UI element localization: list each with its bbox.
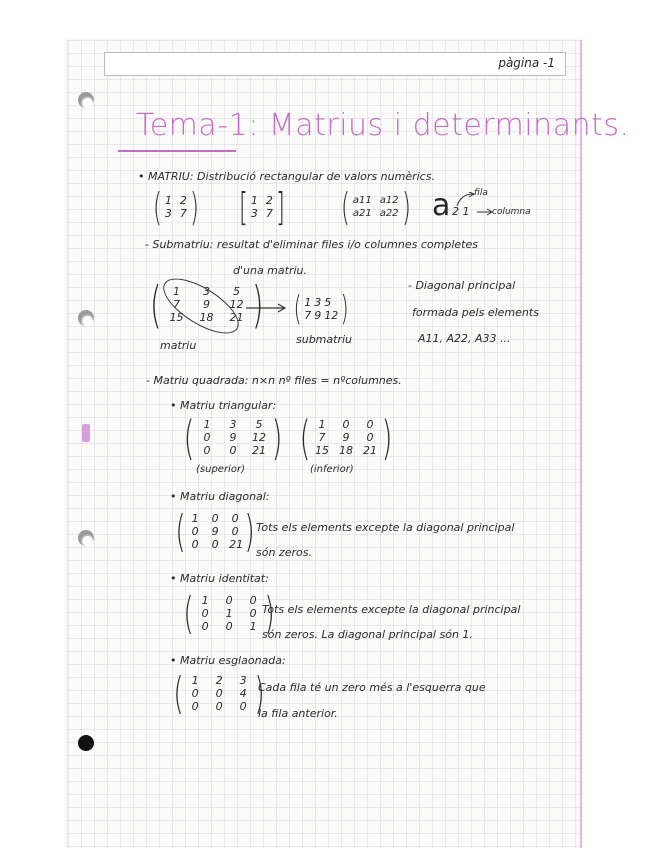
matrix-cell: 12 bbox=[229, 298, 244, 311]
matrix-cell: 7 bbox=[265, 207, 273, 220]
matrix-cell: 9 bbox=[203, 298, 211, 311]
matrix-cell: a11 bbox=[352, 195, 372, 206]
matrix-cell: 3 bbox=[203, 285, 211, 298]
page-title: Tema-1: Matrius i determinants. bbox=[136, 108, 630, 143]
page-header bbox=[104, 52, 566, 76]
matrix-cell: a12 bbox=[379, 195, 399, 206]
matrix-cell: 21 bbox=[362, 444, 377, 457]
diagonal-title: - Diagonal principal bbox=[408, 279, 516, 292]
matrix-cell: 3 bbox=[250, 207, 258, 220]
matrix-cell: 1 bbox=[201, 594, 209, 607]
margin-line bbox=[580, 40, 582, 848]
fila-label: fila bbox=[474, 188, 488, 198]
matrix-grid bbox=[189, 512, 244, 551]
columna-label: columna bbox=[492, 207, 531, 217]
matrix-cell: 0 bbox=[191, 687, 199, 700]
diagonal-text2: són zeros. bbox=[256, 546, 312, 559]
matrix-cell: 1 bbox=[164, 194, 172, 207]
matrix-cell: 1 bbox=[191, 674, 199, 687]
submatriu-line1: - Submatriu: resultat d'eliminar files i/o columnes completes bbox=[145, 238, 478, 251]
diagonal-matrix-label: • Matriu diagonal: bbox=[170, 490, 270, 503]
matrix-cell: 9 bbox=[342, 431, 350, 444]
matrix-cell: 1 bbox=[173, 285, 181, 298]
matrix-cell: 3 bbox=[164, 207, 172, 220]
matrix-cell: 0 bbox=[366, 431, 374, 444]
esglaonada-text1: Cada fila té un zero més a l'esquerra que bbox=[258, 681, 486, 694]
matrix-cell: 1 bbox=[191, 512, 199, 525]
matrix-cell: 0 bbox=[211, 512, 219, 525]
matrix-cell: 0 bbox=[203, 431, 211, 444]
matrix-cell: 18 bbox=[199, 311, 214, 324]
matrix-cell: 1 bbox=[250, 194, 258, 207]
matrix-paren: ( 1 2 3 7 ) bbox=[152, 185, 199, 229]
matrix-cell: 0 bbox=[229, 444, 237, 457]
matriu-caption: matriu bbox=[160, 339, 197, 352]
side-tag bbox=[82, 424, 90, 442]
index-arrows bbox=[455, 192, 495, 218]
identitat-matrix: ( 1 0 0 0 1 0 0 0 1 ) bbox=[183, 587, 275, 639]
matrix-cell: 1 bbox=[318, 418, 326, 431]
matrix-cell: 0 bbox=[191, 538, 199, 551]
matrix-cell: 0 bbox=[249, 607, 257, 620]
matrix-cell: 0 bbox=[211, 538, 219, 551]
matrix-cell: 0 bbox=[201, 607, 209, 620]
matrix-cell: 5 bbox=[324, 296, 332, 309]
matrix-grid bbox=[314, 418, 378, 457]
diagonal-text1: Tots els elements excepte la diagonal principal bbox=[256, 521, 515, 534]
identitat-text1: Tots els elements excepte la diagonal principal bbox=[262, 603, 521, 616]
matrix-cell: 0 bbox=[239, 700, 247, 713]
submatriu-line2: d'una matriu. bbox=[233, 264, 308, 277]
matrix-cell: 2 bbox=[179, 194, 187, 207]
matrix-cell: 9 bbox=[211, 525, 219, 538]
matrix-cell: 4 bbox=[239, 687, 247, 700]
matrix-grid bbox=[353, 194, 399, 220]
identitat-text2: són zeros. La diagonal principal són 1. bbox=[262, 628, 473, 641]
matrix-general: ( a11 a12 a21 a22 ) bbox=[340, 185, 411, 229]
quadrada-heading: - Matriu quadrada: n×n nº files = nºcolumnes. bbox=[146, 374, 402, 387]
submatriu-source-matrix: ( 1 3 5 7 9 12 15 18 21 ) bbox=[149, 275, 264, 334]
punch-hole bbox=[78, 310, 94, 326]
matrix-grid bbox=[304, 296, 338, 322]
esglaonada-matrix: ( 1 2 3 0 0 4 0 0 0 ) bbox=[173, 667, 265, 719]
esglaonada-text2: la fila anterior. bbox=[258, 707, 338, 720]
matrix-grid bbox=[197, 594, 261, 633]
matrix-cell: 7 bbox=[318, 431, 326, 444]
superior-label: (superior) bbox=[196, 464, 245, 475]
matrix-cell: 21 bbox=[251, 444, 266, 457]
matrix-grid bbox=[187, 674, 251, 713]
matrix-cell: 21 bbox=[229, 311, 244, 324]
matrix-cell: 12 bbox=[324, 309, 339, 322]
triangular-superior-matrix: ( 1 3 5 0 9 12 0 0 21 ) bbox=[183, 410, 283, 465]
triangular-label: • Matriu triangular: bbox=[170, 399, 277, 412]
matrix-cell: 2 bbox=[265, 194, 273, 207]
matrix-cell: a21 bbox=[352, 208, 372, 219]
matrix-cell: 15 bbox=[169, 311, 184, 324]
element-index: 2 1 bbox=[452, 205, 470, 218]
matrix-cell: 0 bbox=[231, 512, 239, 525]
matrix-cell: 21 bbox=[229, 538, 244, 551]
matrix-cell: 5 bbox=[233, 285, 241, 298]
diagonal-desc: formada pels elements bbox=[412, 306, 539, 319]
element-symbol: a bbox=[432, 188, 451, 223]
page-number: pàgina -1 bbox=[498, 56, 555, 70]
triangular-inferior-matrix: ( 1 0 0 7 9 0 15 18 21 ) bbox=[299, 410, 393, 465]
matrix-cell: 1 bbox=[249, 620, 257, 633]
matrix-cell: 0 bbox=[215, 700, 223, 713]
matrix-grid bbox=[251, 194, 273, 220]
matrix-cell: 3 bbox=[239, 674, 247, 687]
matrix-cell: 0 bbox=[225, 620, 233, 633]
matrix-cell: 12 bbox=[251, 431, 266, 444]
matrix-cell: a22 bbox=[379, 208, 399, 219]
arrow-icon bbox=[246, 302, 288, 314]
diagonal-elements: A11, A22, A33 ... bbox=[418, 332, 511, 345]
matrix-cell: 7 bbox=[179, 207, 187, 220]
matrix-cell: 0 bbox=[191, 700, 199, 713]
matriu-heading: • MATRIU: Distribució rectangular de valors numèrics. bbox=[138, 170, 435, 183]
matrix-cell: 1 bbox=[203, 418, 211, 431]
matrix-cell: 3 bbox=[314, 296, 322, 309]
matrix-cell: 9 bbox=[229, 431, 237, 444]
inferior-label: (inferior) bbox=[310, 464, 354, 475]
matrix-cell: 0 bbox=[249, 594, 257, 607]
matrix-cell: 1 bbox=[304, 296, 312, 309]
matrix-cell: 1 bbox=[225, 607, 233, 620]
matrix-cell: 0 bbox=[231, 525, 239, 538]
matrix-cell: 0 bbox=[191, 525, 199, 538]
matrix-bracket: [ 1 2 3 7 ] bbox=[238, 185, 285, 229]
matrix-grid bbox=[198, 418, 268, 457]
matrix-cell: 0 bbox=[201, 620, 209, 633]
esglaonada-label: • Matriu esglaonada: bbox=[170, 654, 286, 667]
matrix-cell: 15 bbox=[314, 444, 329, 457]
diagonal-matrix: ( 1 0 0 0 9 0 0 0 21 ) bbox=[175, 505, 255, 557]
submatriu-caption: submatriu bbox=[296, 333, 353, 346]
identitat-label: • Matriu identitat: bbox=[170, 572, 269, 585]
matrix-grid bbox=[165, 194, 187, 220]
punch-hole bbox=[78, 530, 94, 546]
matrix-cell: 5 bbox=[255, 418, 263, 431]
punch-hole bbox=[78, 735, 94, 751]
matrix-cell: 7 bbox=[304, 309, 312, 322]
matrix-cell: 2 bbox=[215, 674, 223, 687]
matrix-cell: 3 bbox=[229, 418, 237, 431]
matrix-cell: 0 bbox=[366, 418, 374, 431]
punch-hole bbox=[78, 92, 94, 108]
matrix-cell: 7 bbox=[173, 298, 181, 311]
matrix-cell: 0 bbox=[225, 594, 233, 607]
matrix-cell: 9 bbox=[314, 309, 322, 322]
matrix-cell: 18 bbox=[338, 444, 353, 457]
title-underline bbox=[118, 150, 236, 152]
matrix-cell: 0 bbox=[203, 444, 211, 457]
matrix-cell: 0 bbox=[215, 687, 223, 700]
submatriu-result-matrix: ( 1 3 5 7 9 12 ) bbox=[293, 289, 349, 329]
matrix-cell: 0 bbox=[342, 418, 350, 431]
